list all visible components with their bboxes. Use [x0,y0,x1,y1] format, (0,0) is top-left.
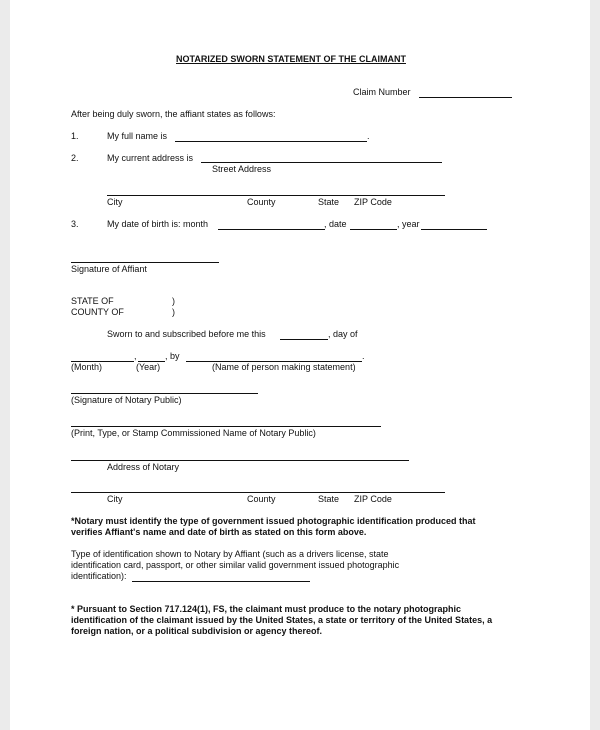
state2-caption: State [318,494,340,504]
notary-address-line[interactable] [71,460,409,461]
claim-number-line[interactable] [419,97,512,98]
id-type-line2: identification card, passport, or other similar valid government issued photographic [71,560,400,570]
pursuant-line2: identification of the claimant issued by the United States, a state or territory of the United States, a [71,615,493,625]
item1-number: 1. [71,131,79,141]
address-label: My current address is [107,153,194,163]
notary-signature-caption: (Signature of Notary Public) [71,395,182,405]
pursuant-line1: * Pursuant to Section 717.124(1), FS, the claimant must produce to the notary photographic [71,604,462,614]
zip-caption: ZIP Code [354,197,392,207]
dob-date-line[interactable] [350,229,397,230]
city-caption: City [107,197,123,207]
county-of-label: COUNTY OF [71,307,124,317]
dob-month-label: My date of birth is: month [107,219,209,229]
dob-date-label: , date [324,219,347,229]
dob-year-label: , year [397,219,420,229]
notary-notice-line1: *Notary must identify the type of government issued photographic identification produced that [71,516,476,526]
notary-name-caption: (Print, Type, or Stamp Commissioned Name of Notary Public) [71,428,316,438]
zip2-caption: ZIP Code [354,494,392,504]
dob-year-line[interactable] [421,229,487,230]
notary-name-line[interactable] [71,426,381,427]
county-of-paren: ) [172,307,175,317]
item2-number: 2. [71,153,79,163]
day-of-label: , day of [328,329,358,339]
county-caption: County [247,197,276,207]
dob-month-line[interactable] [218,229,325,230]
form-page [10,0,590,730]
state-caption: State [318,197,340,207]
person-period: . [362,351,365,361]
street-address-caption: Street Address [212,164,272,174]
state-of-paren: ) [172,296,175,306]
person-caption: (Name of person making statement) [212,362,356,372]
id-type-line3: identification): [71,571,127,581]
city2-caption: City [107,494,123,504]
year-caption: (Year) [136,362,161,372]
affiant-signature-caption: Signature of Affiant [71,264,147,274]
item3-number: 3. [71,219,79,229]
notary-city-line[interactable] [71,492,445,493]
affiant-signature-line[interactable] [71,262,219,263]
state-of-label: STATE OF [71,296,114,306]
form-title: NOTARIZED SWORN STATEMENT OF THE CLAIMANT [176,54,406,64]
street-address-line[interactable] [201,162,442,163]
claim-number-label: Claim Number [353,87,411,97]
notary-notice-line2: verifies Affiant's name and date of birth as stated on this form above. [71,527,367,537]
month-comma: , [134,351,137,361]
full-name-period: . [367,131,370,141]
month-caption: (Month) [71,362,103,372]
pursuant-line3: foreign nation, or a political subdivision or agency thereof. [71,626,323,636]
full-name-line[interactable] [175,141,367,142]
county2-caption: County [247,494,276,504]
intro-text: After being duly sworn, the affiant states as follows: [71,109,276,119]
full-name-label: My full name is [107,131,168,141]
notary-signature-line[interactable] [71,393,258,394]
sworn-day-line[interactable] [280,339,328,340]
id-type-line1: Type of identification shown to Notary by Affiant (such as a drivers license, state [71,549,389,559]
by-label: , by [165,351,180,361]
id-type-line[interactable] [132,581,310,582]
city-county-line[interactable] [107,195,445,196]
sworn-text: Sworn to and subscribed before me this [107,329,266,339]
notary-address-caption: Address of Notary [107,462,180,472]
